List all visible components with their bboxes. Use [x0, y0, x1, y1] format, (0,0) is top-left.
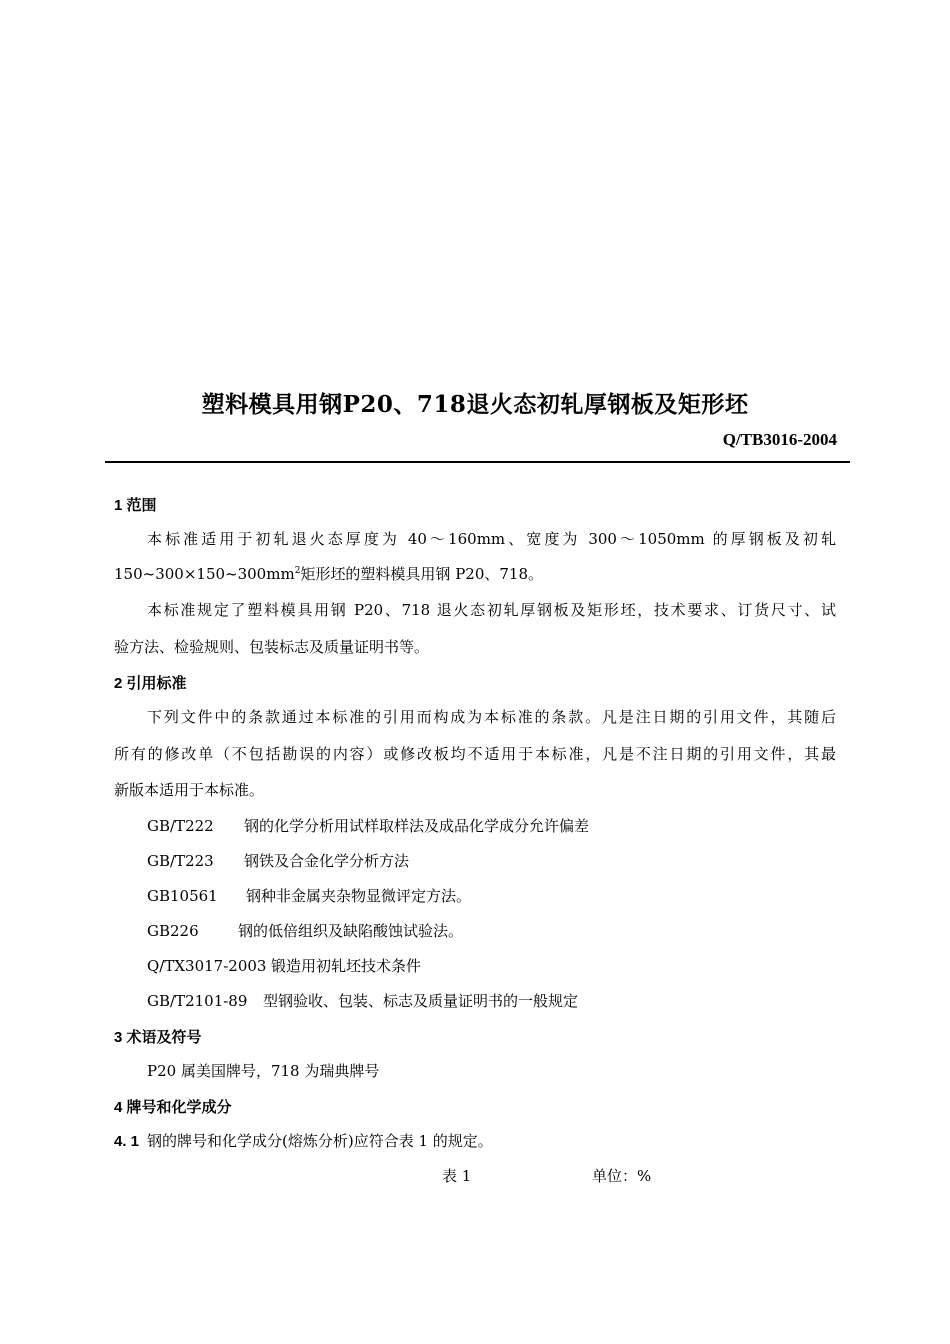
- section-1-paragraph-1-line-1: 本标准适用于初轧退火态厚度为 40～160mm、宽度为 300～1050mm 的厚钢板及初轧: [147, 530, 836, 548]
- reference-item: [147, 990, 578, 1011]
- section-2-heading: 2 引用标准: [114, 675, 187, 692]
- reference-code: GB/T2101-89: [147, 992, 248, 1010]
- section-1-paragraph-1-line-2: [114, 563, 543, 584]
- clause-text: 钢的牌号和化学成分(熔炼分析)应符合表 1 的规定。: [147, 1132, 493, 1150]
- reference-title: 钢种非金属夹杂物显微评定方法。: [246, 887, 472, 905]
- reference-title: 钢铁及合金化学分析方法: [244, 852, 410, 870]
- reference-title: 钢的低倍组织及缺陷酸蚀试验法。: [238, 922, 464, 940]
- section-4-heading: 4 牌号和化学成分: [114, 1099, 232, 1116]
- reference-title: 锻造用初轧坯技术条件: [271, 957, 422, 975]
- table-unit: 单位：%: [592, 1167, 652, 1185]
- reference-title: 型钢验收、包装、标志及质量证明书的一般规定: [263, 992, 579, 1010]
- section-3-heading: 3 术语及符号: [114, 1029, 202, 1046]
- block-size-text: 150~300×150~300mm: [114, 565, 295, 583]
- reference-code: Q/TX3017-2003: [147, 957, 267, 975]
- clause-number: 4. 1: [114, 1133, 140, 1150]
- section-2-paragraph-line-2: 所有的修改单（不包括勘误的内容）或修改板均不适用于本标准，凡是不注日期的引用文件，其最: [114, 745, 836, 763]
- reference-code: GB/T222: [147, 817, 214, 835]
- section-2-paragraph-line-3: 新版本适用于本标准。: [114, 781, 265, 799]
- reference-item: [147, 815, 589, 836]
- superscript-2: 2: [294, 566, 301, 576]
- reference-code: GB/T223: [147, 852, 214, 870]
- section-3-paragraph: P20 属美国牌号，718 为瑞典牌号: [147, 1062, 380, 1080]
- title-divider: [105, 461, 850, 463]
- reference-item: [147, 850, 409, 871]
- section-1-paragraph-2-line-1: 本标准规定了塑料模具用钢 P20、718 退火态初轧厚钢板及矩形坯，技术要求、订货尺寸、试: [147, 601, 836, 619]
- reference-title: 钢的化学分析用试样取样法及成品化学成分允许偏差: [244, 817, 590, 835]
- section-1-paragraph-2-line-2: 验方法、检验规则、包装标志及质量证明书等。: [114, 638, 430, 656]
- reference-item: [147, 885, 471, 906]
- reference-code: GB10561: [147, 887, 218, 905]
- reference-item: [147, 955, 421, 976]
- block-desc-text: 矩形坯的塑料模具用钢 P20、718。: [300, 565, 544, 583]
- document-title: 塑料模具用钢P20、718退火态初轧厚钢板及矩形坯: [201, 391, 749, 418]
- reference-item: [147, 920, 463, 941]
- section-1-heading: 1 范围: [114, 497, 157, 514]
- reference-code: GB226: [147, 922, 199, 940]
- standard-number: Q/TB3016-2004: [722, 430, 837, 449]
- clause-4-1: [114, 1130, 493, 1151]
- section-2-paragraph-line-1: 下列文件中的条款通过本标准的引用而构成为本标准的条款。凡是注日期的引用文件，其随后: [147, 708, 836, 726]
- table-caption: 表 1: [442, 1167, 472, 1185]
